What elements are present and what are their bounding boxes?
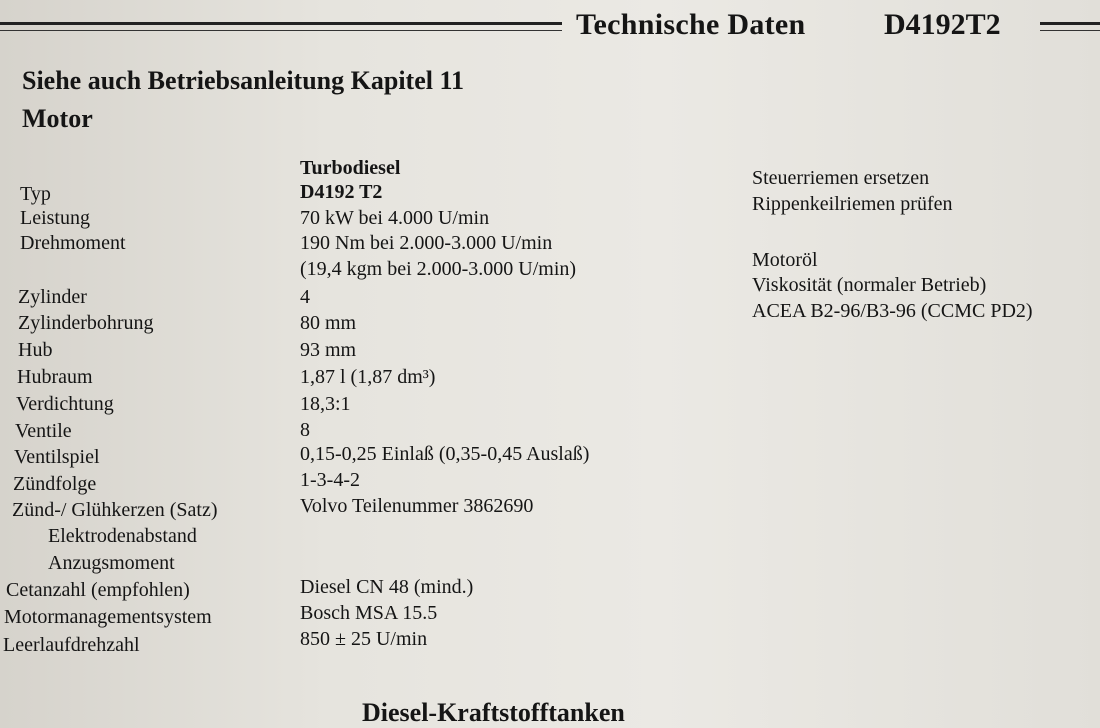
viskositaet-text: Viskosität (normaler Betrieb)	[752, 274, 987, 296]
bohrung-value: 80 mm	[300, 312, 357, 334]
anzug-label: Anzugsmoment	[48, 552, 175, 574]
zuendfolge-label: Zündfolge	[13, 473, 97, 495]
engine-code-heading: D4192T2	[884, 8, 1001, 41]
header-rule-left	[0, 22, 562, 25]
ventile-value: 8	[300, 419, 310, 441]
motormgmt-value: Bosch MSA 15.5	[300, 602, 438, 624]
section-title: Motor	[22, 104, 93, 133]
engine-type-line1: Turbodiesel	[300, 157, 401, 179]
typ-label: Typ	[20, 183, 51, 205]
hub-label: Hub	[18, 339, 53, 361]
motoroel-text: Motoröl	[752, 249, 818, 271]
verdichtung-label: Verdichtung	[16, 393, 114, 415]
zylinder-value: 4	[300, 286, 310, 308]
cetan-label: Cetanzahl (empfohlen)	[6, 579, 190, 601]
ventilspiel-value: 0,15-0,25 Einlaß (0,35-0,45 Auslaß)	[300, 443, 590, 465]
leistung-value: 70 kW bei 4.000 U/min	[300, 207, 490, 229]
acea-spec-text: ACEA B2-96/B3-96 (CCMC PD2)	[752, 300, 1033, 322]
steuerriemen-text: Steuerriemen ersetzen	[752, 167, 930, 189]
motormgmt-label: Motormanagementsystem	[4, 606, 212, 628]
header-rule-right	[1040, 22, 1100, 25]
hubraum-label: Hubraum	[17, 366, 93, 388]
footer-heading: Diesel-Kraftstofftanken	[362, 698, 625, 727]
gluehkerzen-value: Volvo Teilenummer 3862690	[300, 495, 534, 517]
cetan-value: Diesel CN 48 (mind.)	[300, 576, 474, 598]
ventile-label: Ventile	[15, 420, 72, 442]
zylinder-label: Zylinder	[18, 286, 87, 308]
leerlauf-label: Leerlaufdrehzahl	[3, 634, 140, 656]
elektroden-label: Elektrodenabstand	[48, 525, 197, 547]
hubraum-value: 1,87 l (1,87 dm³)	[300, 366, 436, 388]
engine-type-line2: D4192 T2	[300, 181, 383, 203]
rippenkeilriemen-text: Rippenkeilriemen prüfen	[752, 193, 953, 215]
header-rule-right-thin	[1040, 30, 1100, 31]
zuendfolge-value: 1-3-4-2	[300, 469, 360, 491]
page-title: Technische Daten	[576, 8, 806, 41]
hub-value: 93 mm	[300, 339, 357, 361]
intro-heading: Siehe auch Betriebsanleitung Kapitel 11	[22, 66, 465, 95]
drehmoment-value: 190 Nm bei 2.000-3.000 U/min	[300, 232, 553, 254]
leistung-label: Leistung	[20, 207, 90, 229]
bohrung-label: Zylinderbohrung	[18, 312, 154, 334]
drehmoment-label: Drehmoment	[20, 232, 126, 254]
ventilspiel-label: Ventilspiel	[14, 446, 100, 468]
leerlauf-value: 850 ± 25 U/min	[300, 628, 428, 650]
verdichtung-value: 18,3:1	[300, 393, 351, 415]
header-rule-left-thin	[0, 30, 562, 31]
gluehkerzen-label: Zünd-/ Glühkerzen (Satz)	[12, 499, 218, 521]
drehmoment-value-kgm: (19,4 kgm bei 2.000-3.000 U/min)	[300, 258, 577, 280]
